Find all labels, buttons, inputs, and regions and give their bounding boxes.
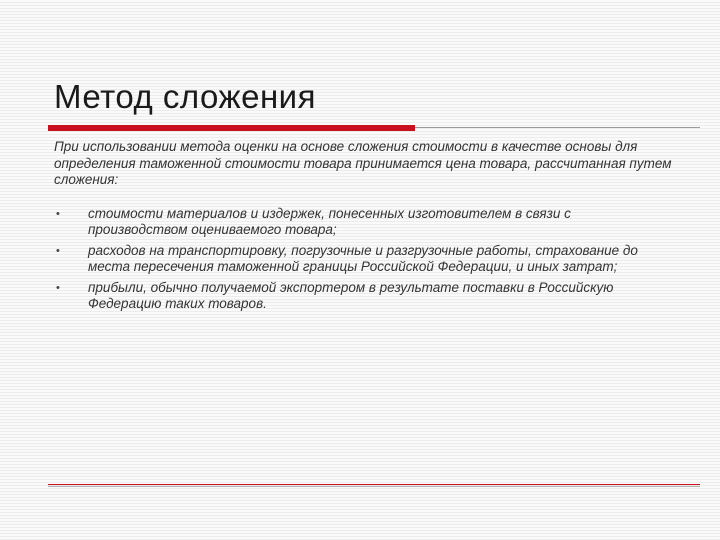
bullet-icon: • [56,244,60,257]
title-underline-thin [415,127,700,128]
list-item [54,280,674,313]
list-item [54,206,674,239]
slide-body [54,139,674,317]
list-item-text: прибыли, обычно получаемой экспортером в результате поставки в Российскую Федерацию таких товаров. [88,279,614,311]
slide-title: Метод сложения [54,78,316,115]
bullet-icon: • [56,281,60,294]
list-item-text: расходов на транспортировку, погрузочные и разгрузочные работы, страхование до места пересечения таможенной границы Российской Федерации, и иных затрат; [88,242,638,274]
list-item [54,243,674,276]
bullet-icon: • [56,207,60,220]
footer-divider [48,484,700,486]
bullet-list [54,206,674,313]
footer-divider-gray [48,486,700,487]
footer-divider-red [48,484,700,485]
intro-paragraph: При использовании метода оценки на основе сложения стоимости в качестве основы для определения таможенной стоимости товара принимается цена товара, рассчитанная путем сложения: [54,139,672,187]
list-item-text: стоимости материалов и издержек, понесенных изготовителем в связи с производством оцениваемого товара; [88,205,571,237]
title-underline [48,125,700,129]
title-underline-accent [48,125,415,131]
